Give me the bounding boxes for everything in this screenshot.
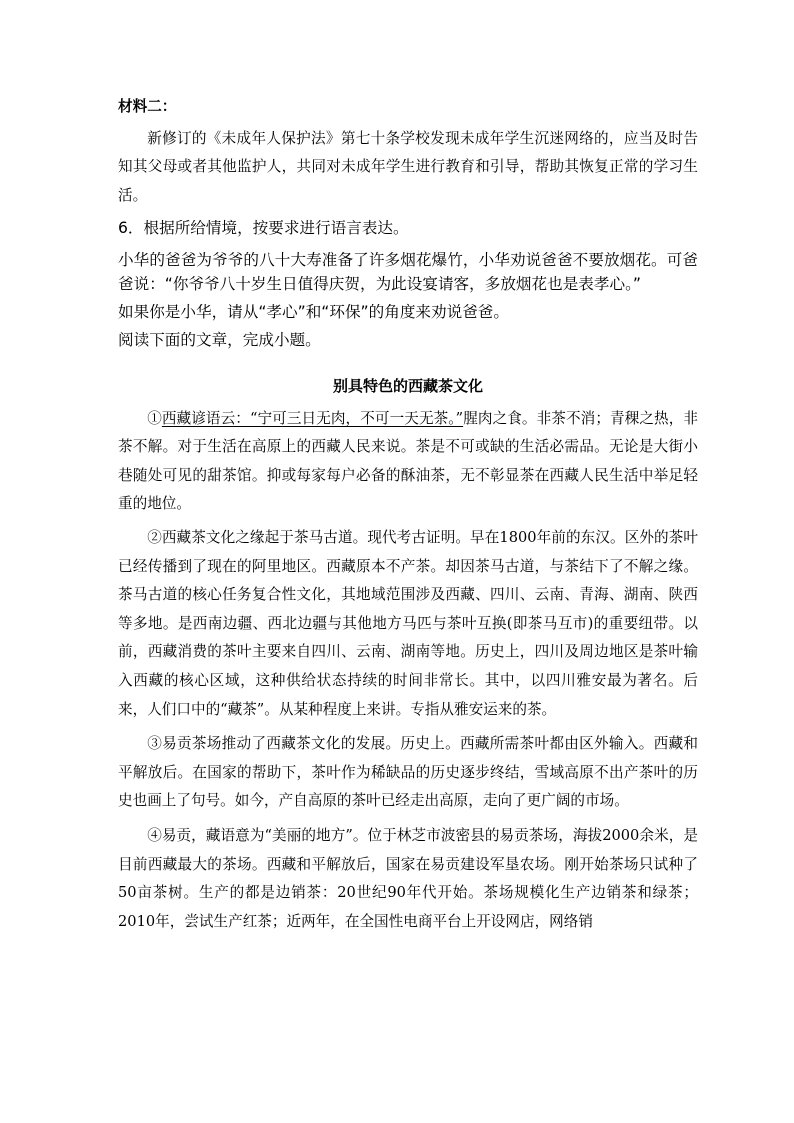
article-title: 别具特色的西藏茶文化: [332, 377, 483, 395]
article-paragraph-3: ③易贡茶场推动了西藏茶文化的发展。历史上。西藏所需茶叶都由区外输入。西藏和平解放后。在国家的帮助下，茶叶作为稀缺品的历史逐步终结，雪域高原不出产茶叶的历史也画上了句号。如今，产自高原的茶叶已经走出高原，走向了更广阔的市场。: [118, 735, 698, 810]
material-two-section: [118, 93, 698, 210]
question-six-stem: 6．根据所给情境，按要求进行语言表达。: [118, 219, 409, 237]
paragraph-1-number: ①: [147, 409, 162, 427]
material-two-body: 新修订的《未成年人保护法》第七十条学校发现未成年学生沉迷网络的，应当及时告知其父母或者其他监护人，共同对未成年学生进行教育和引导，帮助其恢复正常的学习生活。: [118, 129, 698, 204]
question-six-scenario: 小华的爸爸为爷爷的八十大寿准备了许多烟花爆竹，小华劝说爸爸不要放烟花。可爸爸说：“你爷爷八十岁生日值得庆贺，为此设宴请客，多放烟花也是表孝心。”: [118, 251, 698, 293]
article-paragraph-4: ④易贡，藏语意为“美丽的地方”。位于林芝市波密县的易贡茶场，海拔2000余米，是目前西藏最大的茶场。西藏和平解放后，国家在易贡建设军垦农场。刚开始茶场只试种了50亩茶树。生产的都是边销茶：20世纪90年代开始。茶场规模化生产边销茶和绿茶；2010年，尝试生产红茶；近两年，在全国性电商平台上开设网店，网络销: [118, 826, 698, 930]
paragraph-1-text: 腥肉之食。非茶不消；青稞之热，非茶不解。对于生活在高原上的西藏人民来说。茶是不可或缺的生活必需品。无论是大街小巷随处可见的甜茶馆。抑或每家每户必备的酥油茶，无不彰显茶在西藏人民生活中举足轻重的地位。: [118, 409, 698, 513]
article-paragraph-1: [118, 405, 698, 519]
article-paragraph-2: ②西藏茶文化之缘起于茶马古道。现代考古证明。早在1800年前的东汉。区外的茶叶已经传播到了现在的阿里地区。西藏原本不产茶。却因茶马古道，与茶结下了不解之缘。茶马古道的核心任务复合性文化，其地域范围涉及西藏、四川、云南、青海、湖南、陕西等多地。是西南边疆、西北边疆与其他地方马匹与茶叶互换(即茶马互市)的重要纽带。以前，西藏消费的茶叶主要来自四川、云南、湖南等地。历史上，四川及周边地区是茶叶输入西藏的核心区域，这种供给状态持续的时间非常长。其中，以四川雅安最为著名。后来，人们口中的“藏茶”。从某种程度上来讲。专指从雅安运来的茶。: [118, 528, 698, 718]
question-six-task: 如果你是小华，请从“孝心”和“环保”的角度来劝说爸爸。: [118, 303, 509, 321]
material-two-heading: 材料二：: [118, 98, 177, 115]
article-section: [118, 372, 698, 936]
reading-instruction: 阅读下面的文章，完成小题。: [118, 331, 321, 349]
paragraph-1-underlined-quote: 西藏谚语云：“宁可三日无肉，不可一天无茶。”: [161, 409, 464, 427]
question-six-section: [118, 216, 698, 352]
